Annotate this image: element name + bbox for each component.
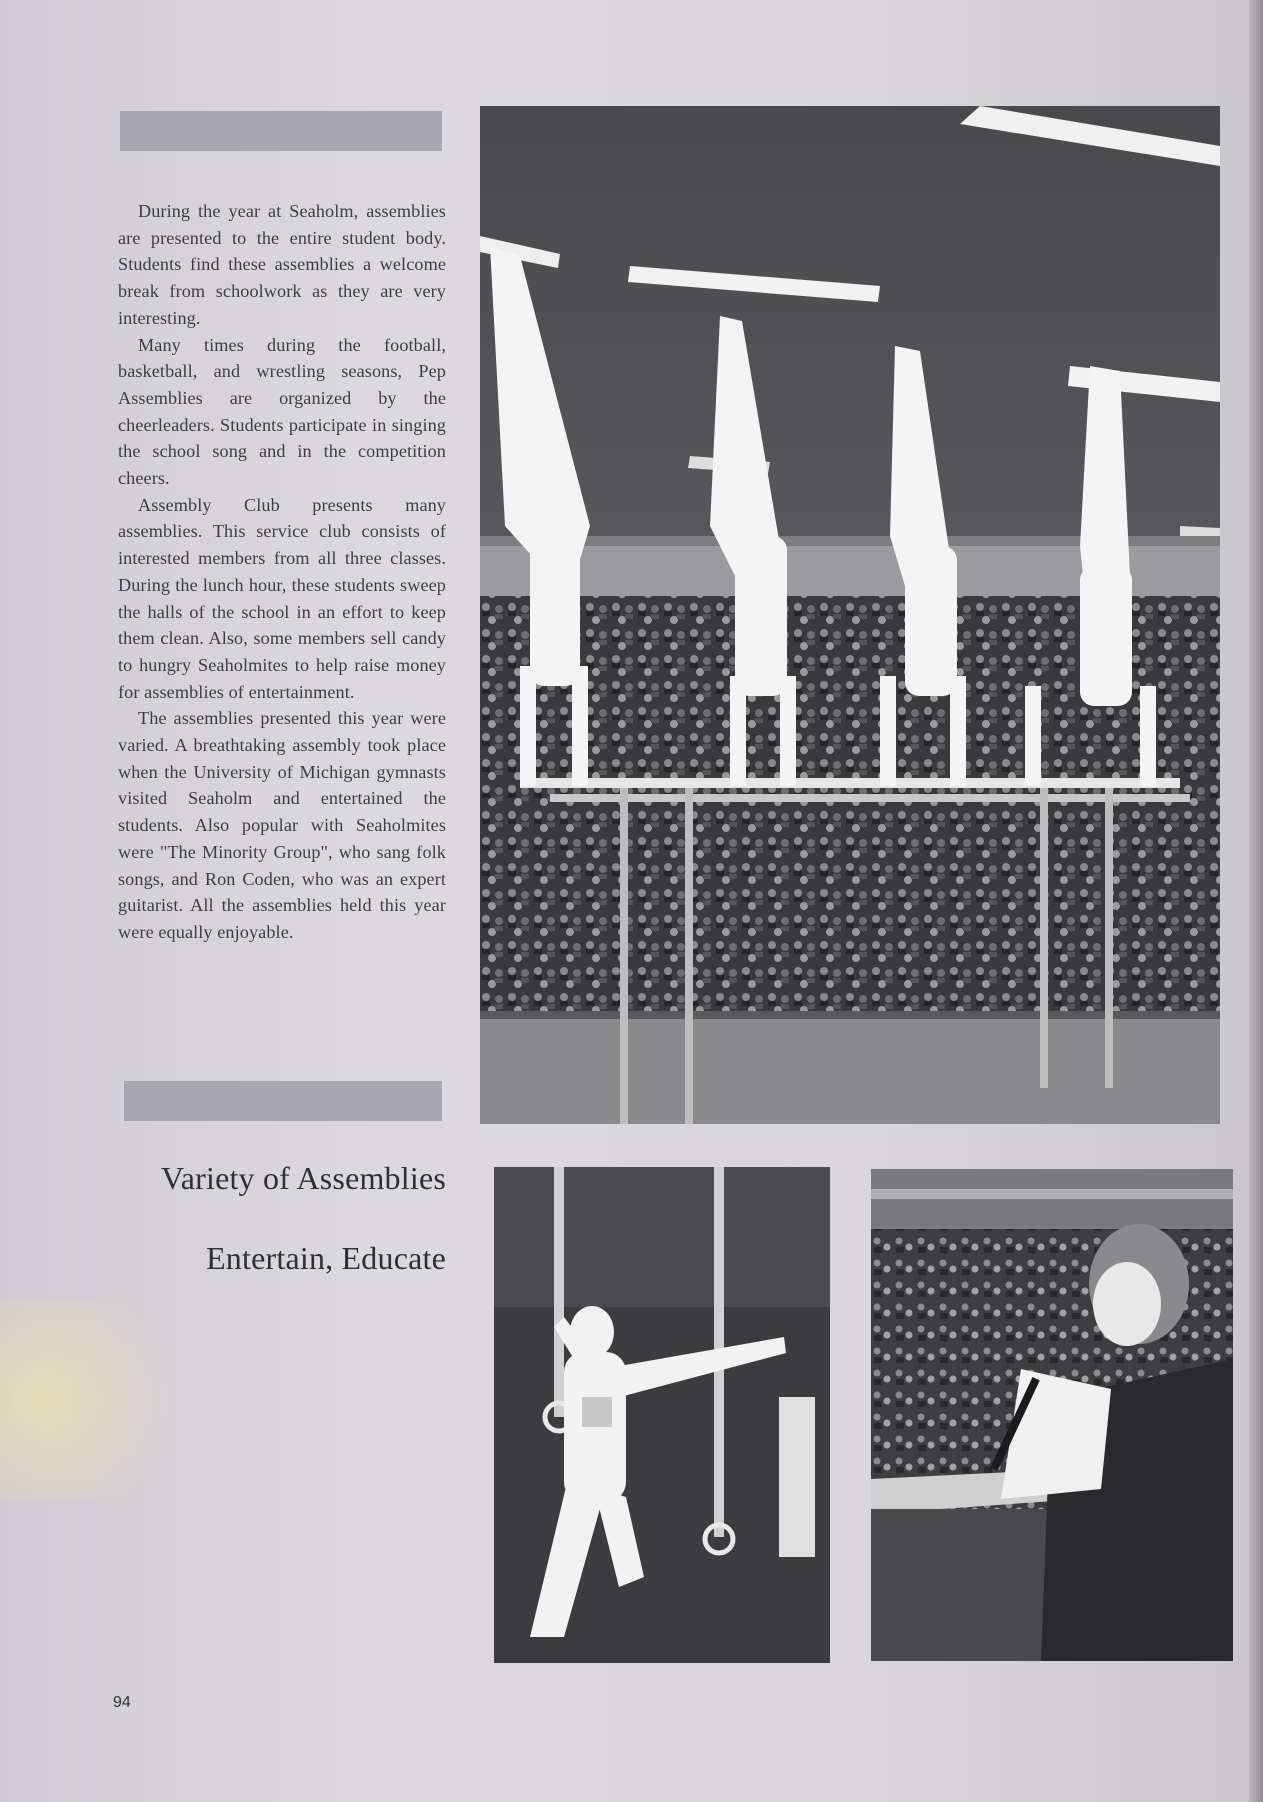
paragraph-3: Assembly Club presents many assemblies. This service club consists of interested members from all three classes. During the lunch hour, these students sweep the halls of the school in an effort to keep them clean. Also, some members sell candy to hungry Seaholmites to help raise money for assemblies of entertainment.: [118, 494, 446, 702]
headline-line-1: Variety of Assemblies: [160, 1160, 446, 1196]
page-binding-edge: [1249, 0, 1263, 1802]
page-number: 94: [113, 1694, 131, 1711]
light-glare: [0, 1300, 200, 1500]
middle-accent-bar: [124, 1081, 442, 1121]
paragraph-4: The assemblies presented this year were varied. A breathtaking assembly took place when the University of Michigan gymnasts visited Seaholm and entertained the students. Also popular with Seaholmites were "The Minority Group", who sang folk songs, and Ron Coden, who was an expert guitarist. All the assemblies held this year were equally enjoyable.: [118, 708, 446, 942]
top-accent-bar: [120, 111, 442, 151]
speaker-at-podium-photo: [871, 1169, 1233, 1661]
headline-line-2: Entertain, Educate: [206, 1240, 446, 1276]
article-body: [118, 198, 446, 946]
gymnasts-handstand-photo: [480, 106, 1220, 1124]
paragraph-1: During the year at Seaholm, assemblies are presented to the entire student body. Students find these assemblies a welcome break from schoolwork as they are very interesting.: [118, 201, 446, 328]
rings-gymnast-photo: [494, 1167, 830, 1663]
paragraph-2: Many times during the football, basketball, and wrestling seasons, Pep Assemblies are organized by the cheerleaders. Students participate in singing the school song and in the competition cheers.: [118, 334, 446, 489]
